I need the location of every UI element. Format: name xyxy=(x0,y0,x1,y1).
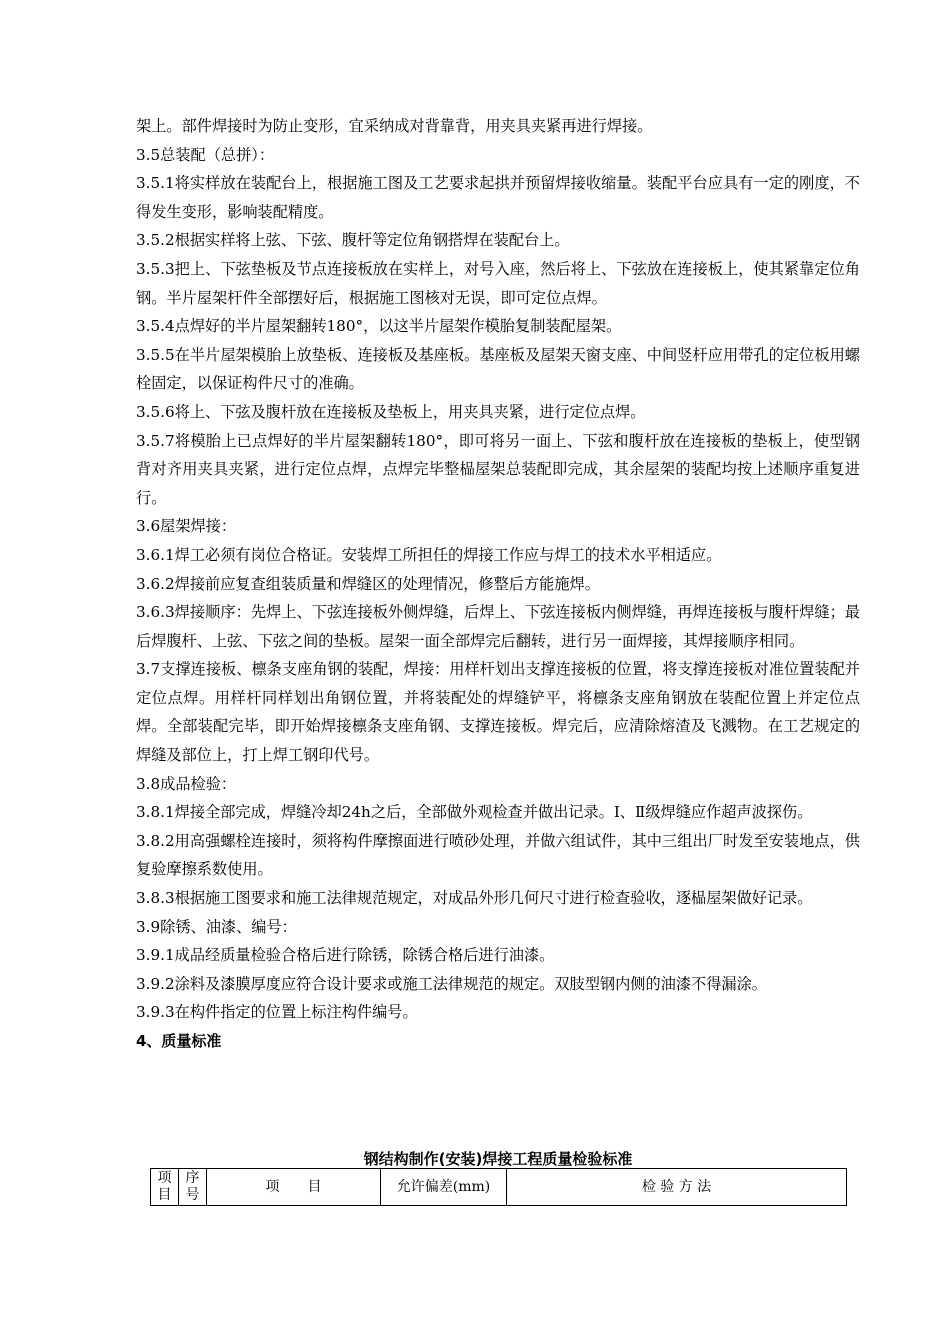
section-3-6-heading: 3.6屋架焊接： xyxy=(136,517,237,536)
paragraph-3-5-5: 3.5.5在半片屋架模胎上放垫板、连接板及基座板。基座板及屋架天窗支座、中间竖杆应用带孔的定位板用螺栓固定，以保证构件尺寸的准确。 xyxy=(136,345,860,393)
paragraph-3-5-2: 3.5.2根据实样将上弦、下弦、腹杆等定位角钢搭焊在装配台上。 xyxy=(136,231,570,250)
section-3-9-heading: 3.9除锈、油漆、编号： xyxy=(136,917,297,936)
table-title: 钢结构制作(安装)焊接工程质量检验标准 xyxy=(363,1150,633,1168)
paragraph-3-6-2: 3.6.2焊接前应复查组装质量和焊缝区的处理情况，修整后方能施焊。 xyxy=(136,574,600,593)
paragraph-3-9-2: 3.9.2涂料及漆膜厚度应符合设计要求或施工法律规范的规定。双肢型钢内侧的油漆不得漏涂。 xyxy=(136,974,767,993)
header-category xyxy=(151,1169,179,1206)
header-category-label: 项目 xyxy=(157,1170,172,1203)
paragraph-3-5-7: 3.5.7将模胎上已点焊好的半片屋架翻转180°，即可将另一面上、下弦和腹杆放在连接板的垫板上，使型钢背对齐用夹具夹紧，进行定位点焊，点焊完毕整榀屋架总装配即完成，其余屋架的装配均按上述顺序重复进行。 xyxy=(136,431,860,507)
paragraph-3-8-2: 3.8.2用高强螺栓连接时，须将构件摩擦面进行喷砂处理，并做六组试件，其中三组出厂时发至安装地点，供复验摩擦系数使用。 xyxy=(136,831,860,879)
paragraph-3-6-1: 3.6.1焊工必须有岗位合格证。安装焊工所担任的焊接工作应与焊工的技术水平相适应。 xyxy=(136,545,722,564)
paragraph-3-5-1: 3.5.1将实样放在装配台上，根据施工图及工艺要求起拱并预留焊接收缩量。装配平台应具有一定的刚度，不得发生变形，影响装配精度。 xyxy=(136,174,860,221)
paragraph-3-8-3: 3.8.3根据施工图要求和施工法律规范规定，对成品外形几何尺寸进行检查验收，逐榀屋架做好记录。 xyxy=(136,889,813,908)
paragraph-3-5-4: 3.5.4点焊好的半片屋架翻转180°，以这半片屋架作模胎复制装配屋架。 xyxy=(136,317,622,336)
paragraph-3-9-3: 3.9.3在构件指定的位置上标注构件编号。 xyxy=(136,1003,418,1022)
document-body xyxy=(136,112,860,1056)
header-inspection-method: 检 验 方 法 xyxy=(507,1169,847,1206)
quality-inspection-table xyxy=(150,1168,847,1206)
paragraph-3-8-1: 3.8.1焊接全部完成，焊缝冷却24h之后，全部做外观检查并做出记录。Ⅰ、Ⅱ级焊缝应作超声波探伤。 xyxy=(136,803,813,822)
header-allowed-deviation: 允许偏差(mm) xyxy=(381,1169,507,1206)
section-3-5-heading: 3.5总装配（总拼）： xyxy=(136,145,275,164)
section-4-heading: 4、质量标准 xyxy=(136,1032,222,1050)
header-item: 项 目 xyxy=(207,1169,381,1206)
table-header-row xyxy=(151,1169,847,1206)
header-serial-number-label: 序号 xyxy=(185,1170,200,1203)
paragraph-3-6-3: 3.6.3焊接顺序：先焊上、下弦连接板外侧焊缝，后焊上、下弦连接板内侧焊缝，再焊连接板与腹杆焊缝；最后焊腹杆、上弦、下弦之间的垫板。屋架一面全部焊完后翻转，进行另一面焊接，其焊接顺序相同。 xyxy=(136,603,860,650)
paragraph-3-5-6: 3.5.6将上、下弦及腹杆放在连接板及垫板上，用夹具夹紧，进行定位点焊。 xyxy=(136,402,646,421)
header-serial-number xyxy=(179,1169,207,1206)
paragraph-3-7: 3.7支撑连接板、檩条支座角钢的装配，焊接：用样杆划出支撑连接板的位置，将支撑连接板对准位置装配并定位点焊。用样杆同样划出角钢位置，并将装配处的焊缝铲平，将檩条支座角钢放在装配位置上并定位点焊。全部装配完毕，即开始焊接檩条支座角钢、支撑连接板。焊完后，应清除熔渣及飞溅物。在工艺规定的焊缝及部位上，打上焊工钢印代号。 xyxy=(136,660,860,765)
paragraph-3-9-1: 3.9.1成品经质量检验合格后进行除锈，除锈合格后进行油漆。 xyxy=(136,946,555,965)
paragraph-continuation: 架上。部件焊接时为防止变形，宜采纳成对背靠背，用夹具夹紧再进行焊接。 xyxy=(136,117,653,135)
paragraph-3-5-3: 3.5.3把上、下弦垫板及节点连接板放在实样上，对号入座，然后将上、下弦放在连接板上，使其紧靠定位角钢。半片屋架杆件全部摆好后，根据施工图核对无误，即可定位点焊。 xyxy=(136,259,860,307)
section-3-8-heading: 3.8成品检验： xyxy=(136,774,237,793)
